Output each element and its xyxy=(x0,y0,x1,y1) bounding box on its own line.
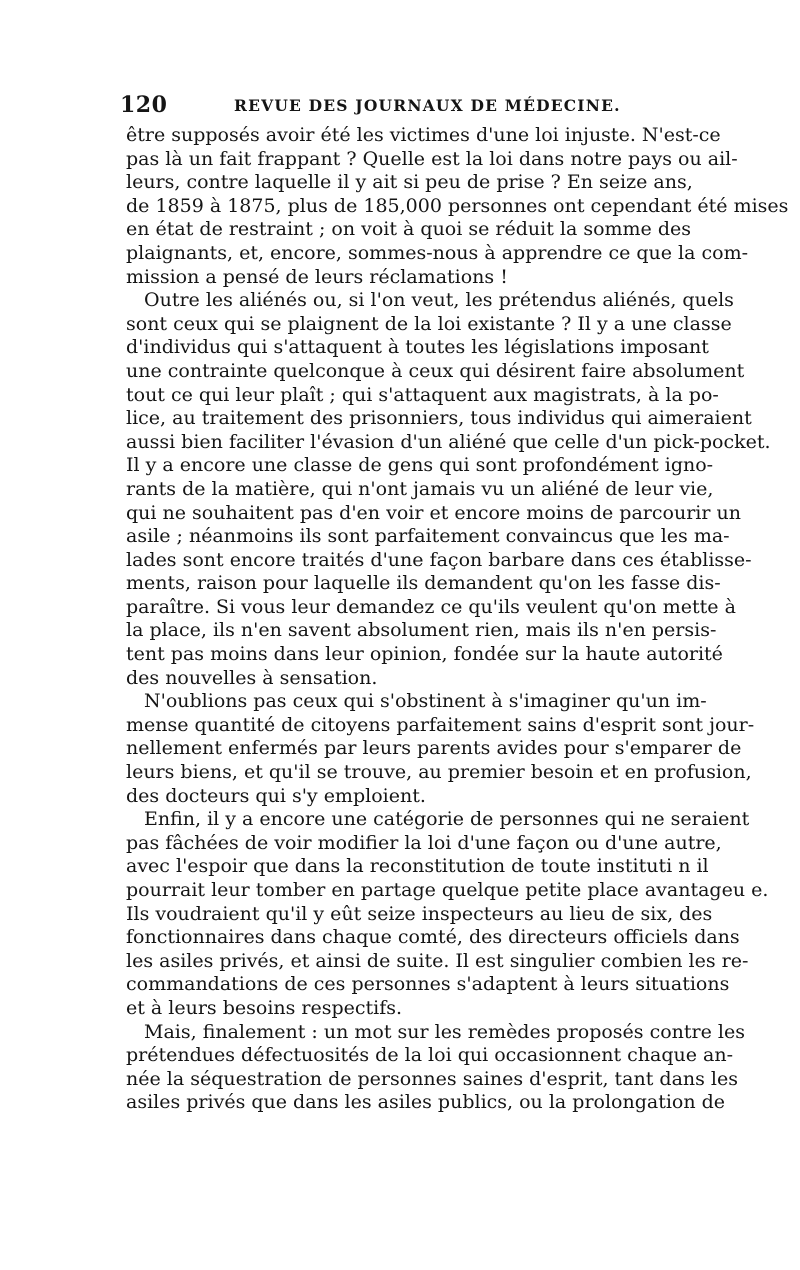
text-line: paraître. Si vous leur demandez ce qu'ils veulent qu'on mette à xyxy=(126,595,736,618)
text-line: lades sont encore traités d'une façon barbare dans ces établisse- xyxy=(126,548,752,571)
text-line: lice, au traitement des prisonniers, tous individus qui aimeraient xyxy=(126,407,752,430)
text-line: être supposés avoir été les victimes d'une loi injuste. N'est-ce xyxy=(126,124,721,146)
text-line: asiles privés que dans les asiles publics, ou la prolongation de xyxy=(126,1091,726,1114)
text-line: pourrait leur tomber en partage quelque petite place avantageu e. xyxy=(126,879,769,901)
text-line: tent pas moins dans leur opinion, fondée sur la haute autorité xyxy=(126,643,723,666)
text-line: fonctionnaires dans chaque comté, des directeurs officiels dans xyxy=(126,926,740,949)
text-line: la place, ils n'en savent absolument rien, mais ils n'en persis- xyxy=(126,619,717,642)
text-line: Mais, finalement : un mot sur les remèdes proposés contre les xyxy=(144,1020,745,1043)
page-header xyxy=(120,92,680,122)
text-line: ments, raison pour laquelle ils demandent qu'on les fasse dis- xyxy=(126,572,721,595)
text-line: avec l'espoir que dans la reconstitution de toute instituti n il xyxy=(126,855,709,878)
text-line: et à leurs besoins respectifs. xyxy=(126,996,403,1019)
running-title: REVUE DES JOURNAUX DE MÉDECINE. xyxy=(234,96,621,115)
text-line: en état de restraint ; on voit à quoi se réduit la somme des xyxy=(126,218,691,241)
text-line: Enfin, il y a encore une catégorie de personnes qui ne seraient xyxy=(144,808,750,831)
text-line: mission a pensé de leurs réclamations ! xyxy=(126,265,508,288)
text-line: les asiles privés, et ainsi de suite. Il est singulier combien les re- xyxy=(126,949,749,972)
page-number: 120 xyxy=(120,92,168,118)
text-line: tout ce qui leur plaît ; qui s'attaquent aux magistrats, à la po- xyxy=(126,383,719,406)
text-line: Outre les aliénés ou, si l'on veut, les prétendus aliénés, quels xyxy=(144,289,734,312)
text-line: Ils voudraient qu'il y eût seize inspecteurs au lieu de six, des xyxy=(126,902,713,925)
text-line: de 1859 à 1875, plus de 185,000 personnes ont cependant été mises xyxy=(126,194,789,217)
text-line: mense quantité de citoyens parfaitement sains d'esprit sont jour- xyxy=(126,713,755,736)
text-line: commandations de ces personnes s'adaptent à leurs situations xyxy=(126,973,730,996)
text-line: née la séquestration de personnes saines d'esprit, tant dans les xyxy=(126,1067,739,1090)
text-line: Il y a encore une classe de gens qui sont profondément igno- xyxy=(126,454,714,477)
text-line: pas là un fait frappant ? Quelle est la loi dans notre pays ou ail- xyxy=(126,147,738,170)
text-line: aussi bien faciliter l'évasion d'un aliéné que celle d'un pick-pocket. xyxy=(126,430,771,453)
text-line: N'oublions pas ceux qui s'obstinent à s'imaginer qu'un im- xyxy=(144,690,707,713)
text-line: pas fâchées de voir modifier la loi d'une façon ou d'une autre, xyxy=(126,831,722,854)
text-line: rants de la matière, qui n'ont jamais vu un aliéné de leur vie, xyxy=(126,477,714,500)
text-line: qui ne souhaitent pas d'en voir et encore moins de parcourir un xyxy=(126,501,741,524)
text-line: plaignants, et, encore, sommes-nous à apprendre ce que la com- xyxy=(126,241,749,264)
text-line: asile ; néanmoins ils sont parfaitement convaincus que les ma- xyxy=(126,525,730,548)
text-line: prétendues défectuosités de la loi qui occasionnent chaque an- xyxy=(126,1044,734,1067)
text-line: leurs, contre laquelle il y ait si peu de prise ? En seize ans, xyxy=(126,171,693,194)
text-line: nellement enfermés par leurs parents avides pour s'emparer de xyxy=(126,737,742,760)
text-line: sont ceux qui se plaignent de la loi existante ? Il y a une classe xyxy=(126,312,732,335)
text-line: des nouvelles à sensation. xyxy=(126,666,378,689)
text-line: une contrainte quelconque à ceux qui désirent faire absolument xyxy=(126,359,745,382)
text-line: des docteurs qui s'y emploient. xyxy=(126,784,426,807)
body-text xyxy=(126,124,789,1115)
text-line: d'individus qui s'attaquent à toutes les législations imposant xyxy=(126,336,709,359)
text-line: leurs biens, et qu'il se trouve, au premier besoin et en profusion, xyxy=(126,761,752,784)
